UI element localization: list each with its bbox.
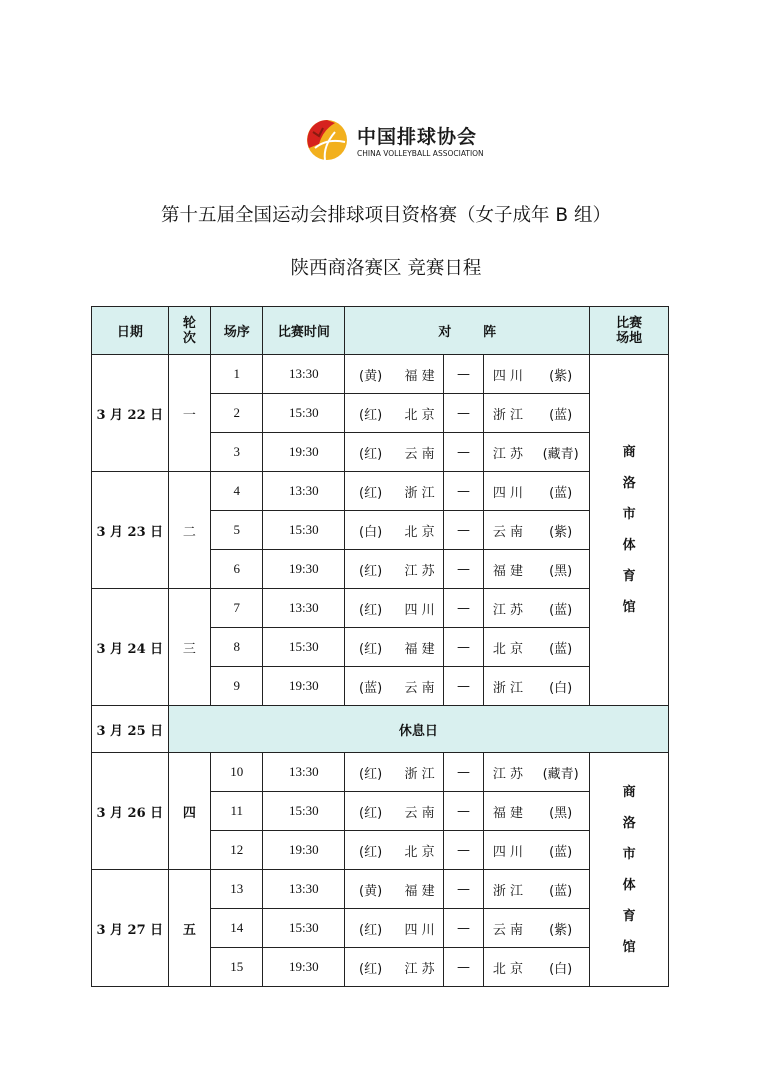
versus-dash: — <box>444 433 483 472</box>
away-jersey-color: (藏青) <box>532 753 590 792</box>
match-number: 6 <box>211 550 263 589</box>
home-team: 北 京 <box>396 394 444 433</box>
away-jersey-color: (黑) <box>532 792 590 831</box>
match-row <box>92 355 669 394</box>
away-team: 北 京 <box>483 628 532 667</box>
match-time: 13:30 <box>263 589 345 628</box>
match-number: 14 <box>211 909 263 948</box>
round-number: 三 <box>168 589 211 706</box>
home-jersey-color: (蓝) <box>345 667 396 706</box>
match-time: 13:30 <box>263 753 345 792</box>
versus-dash: — <box>444 628 483 667</box>
home-jersey-color: (红) <box>345 433 396 472</box>
home-team: 北 京 <box>396 511 444 550</box>
logo-chinese-text: 中国排球协会 <box>357 126 478 148</box>
away-jersey-color: (黑) <box>532 550 590 589</box>
round-number: 五 <box>168 870 211 987</box>
away-jersey-color: (蓝) <box>532 628 590 667</box>
versus-dash: — <box>444 753 483 792</box>
venue-name <box>590 753 669 987</box>
round-number: 二 <box>168 472 211 589</box>
home-team: 福 建 <box>396 870 444 909</box>
away-jersey-color: (紫) <box>532 355 590 394</box>
home-jersey-color: (红) <box>345 628 396 667</box>
cva-logo <box>305 118 484 166</box>
venue-char: 洛 <box>622 476 636 491</box>
logo-english-text: CHINA VOLLEYBALL ASSOCIATION <box>357 149 484 158</box>
versus-dash: — <box>444 472 483 511</box>
away-team: 江 苏 <box>483 433 532 472</box>
venue-name <box>590 355 669 706</box>
home-team: 江 苏 <box>396 550 444 589</box>
away-jersey-color: (紫) <box>532 909 590 948</box>
home-jersey-color: (红) <box>345 909 396 948</box>
away-team: 云 南 <box>483 909 532 948</box>
away-team: 四 川 <box>483 831 532 870</box>
home-team: 浙 江 <box>396 753 444 792</box>
away-team: 浙 江 <box>483 870 532 909</box>
header-date: 日期 <box>92 307 169 355</box>
round-number: 四 <box>168 753 211 870</box>
away-jersey-color: (蓝) <box>532 870 590 909</box>
away-jersey-color: (紫) <box>532 511 590 550</box>
match-number: 5 <box>211 511 263 550</box>
away-jersey-color: (藏青) <box>532 433 590 472</box>
versus-dash: — <box>444 792 483 831</box>
match-row <box>92 472 669 511</box>
venue-char: 育 <box>622 908 636 924</box>
match-time: 13:30 <box>263 472 345 511</box>
match-time: 15:30 <box>263 909 345 948</box>
match-number: 10 <box>211 753 263 792</box>
rest-day-row <box>92 706 669 753</box>
away-jersey-color: (蓝) <box>532 589 590 628</box>
venue-char: 洛 <box>622 815 636 831</box>
match-number: 2 <box>211 394 263 433</box>
home-jersey-color: (红) <box>345 753 396 792</box>
versus-dash: — <box>444 909 483 948</box>
match-row <box>92 589 669 628</box>
versus-dash: — <box>444 948 483 987</box>
match-date: 3 月 26 日 <box>92 753 169 870</box>
venue-char: 市 <box>622 846 636 862</box>
match-time: 15:30 <box>263 628 345 667</box>
page-title: 第十五届全国运动会排球项目资格赛（女子成年 B 组） <box>161 205 611 226</box>
versus-dash: — <box>444 870 483 909</box>
venue-char: 馆 <box>622 939 636 955</box>
away-jersey-color: (蓝) <box>532 394 590 433</box>
rest-day-label: 休息日 <box>168 706 668 753</box>
home-jersey-color: (白) <box>345 511 396 550</box>
venue-char: 育 <box>622 569 636 584</box>
home-jersey-color: (红) <box>345 589 396 628</box>
away-team: 浙 江 <box>483 394 532 433</box>
home-jersey-color: (黄) <box>345 355 396 394</box>
venue-char: 商 <box>622 445 636 460</box>
home-team: 江 苏 <box>396 948 444 987</box>
versus-dash: — <box>444 550 483 589</box>
venue-char: 体 <box>622 877 636 893</box>
away-team: 四 川 <box>483 472 532 511</box>
schedule-table <box>91 306 669 987</box>
home-jersey-color: (红) <box>345 948 396 987</box>
versus-dash: — <box>444 355 483 394</box>
table-header-row <box>92 307 669 355</box>
away-team: 福 建 <box>483 792 532 831</box>
away-team: 江 苏 <box>483 753 532 792</box>
header-round: 轮 次 <box>168 307 211 355</box>
home-team: 浙 江 <box>396 472 444 511</box>
away-jersey-color: (蓝) <box>532 831 590 870</box>
home-jersey-color: (红) <box>345 550 396 589</box>
away-team: 浙 江 <box>483 667 532 706</box>
match-number: 8 <box>211 628 263 667</box>
match-row <box>92 870 669 909</box>
match-time: 19:30 <box>263 667 345 706</box>
match-time: 15:30 <box>263 511 345 550</box>
home-team: 福 建 <box>396 355 444 394</box>
away-team: 云 南 <box>483 511 532 550</box>
home-jersey-color: (红) <box>345 831 396 870</box>
match-time: 13:30 <box>263 355 345 394</box>
match-date: 3 月 23 日 <box>92 472 169 589</box>
match-time: 15:30 <box>263 792 345 831</box>
versus-dash: — <box>444 511 483 550</box>
match-number: 11 <box>211 792 263 831</box>
home-team: 四 川 <box>396 909 444 948</box>
match-number: 9 <box>211 667 263 706</box>
match-date: 3 月 22 日 <box>92 355 169 472</box>
match-date: 3 月 27 日 <box>92 870 169 987</box>
away-team: 四 川 <box>483 355 532 394</box>
round-number: 一 <box>168 355 211 472</box>
away-jersey-color: (白) <box>532 948 590 987</box>
match-time: 15:30 <box>263 394 345 433</box>
away-jersey-color: (蓝) <box>532 472 590 511</box>
home-jersey-color: (红) <box>345 472 396 511</box>
match-number: 7 <box>211 589 263 628</box>
match-number: 3 <box>211 433 263 472</box>
match-time: 19:30 <box>263 831 345 870</box>
home-jersey-color: (红) <box>345 792 396 831</box>
volleyball-logo-icon <box>305 118 349 162</box>
match-number: 13 <box>211 870 263 909</box>
home-team: 云 南 <box>396 667 444 706</box>
home-team: 云 南 <box>396 433 444 472</box>
home-team: 福 建 <box>396 628 444 667</box>
away-team: 北 京 <box>483 948 532 987</box>
versus-dash: — <box>444 589 483 628</box>
match-date: 3 月 24 日 <box>92 589 169 706</box>
home-team: 四 川 <box>396 589 444 628</box>
match-time: 19:30 <box>263 550 345 589</box>
match-number: 4 <box>211 472 263 511</box>
match-number: 15 <box>211 948 263 987</box>
venue-char: 市 <box>622 507 636 522</box>
venue-char: 体 <box>622 538 636 553</box>
header-matchup: 对 阵 <box>345 307 590 355</box>
away-jersey-color: (白) <box>532 667 590 706</box>
match-number: 1 <box>211 355 263 394</box>
home-team: 云 南 <box>396 792 444 831</box>
home-team: 北 京 <box>396 831 444 870</box>
home-jersey-color: (黄) <box>345 870 396 909</box>
match-row <box>92 753 669 792</box>
header-match-no: 场序 <box>211 307 263 355</box>
match-time: 19:30 <box>263 948 345 987</box>
venue-char: 馆 <box>622 600 636 615</box>
away-team: 江 苏 <box>483 589 532 628</box>
match-time: 19:30 <box>263 433 345 472</box>
versus-dash: — <box>444 667 483 706</box>
match-time: 13:30 <box>263 870 345 909</box>
header-time: 比赛时间 <box>263 307 345 355</box>
match-number: 12 <box>211 831 263 870</box>
versus-dash: — <box>444 394 483 433</box>
page-subtitle: 陕西商洛赛区 竞赛日程 <box>290 258 482 279</box>
venue-char: 商 <box>622 784 636 800</box>
home-jersey-color: (红) <box>345 394 396 433</box>
header-venue: 比赛 场地 <box>590 307 669 355</box>
away-team: 福 建 <box>483 550 532 589</box>
versus-dash: — <box>444 831 483 870</box>
rest-day-date: 3 月 25 日 <box>92 706 169 753</box>
